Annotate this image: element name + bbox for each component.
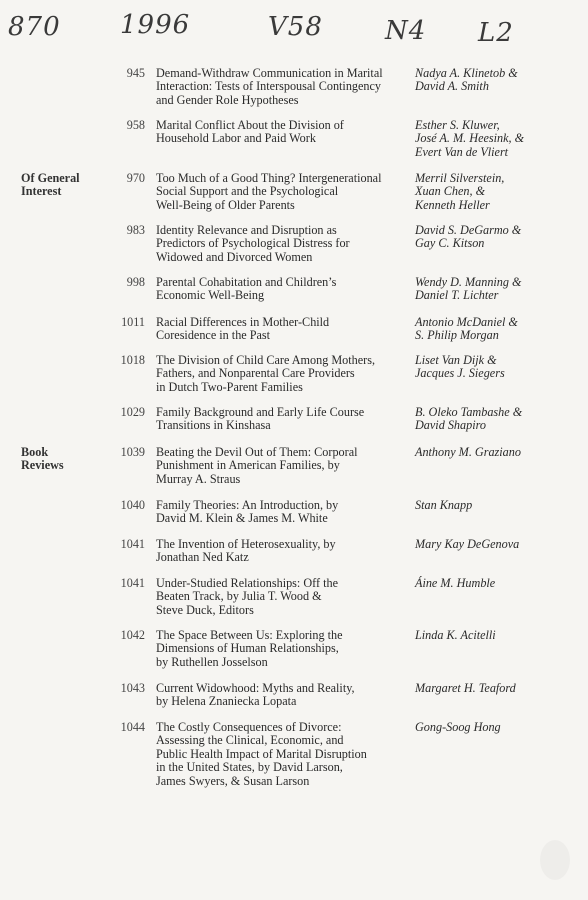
page-number: 1011 (121, 315, 145, 329)
article-title: Marital Conflict About the Division of Household Labor and Paid Work (156, 118, 344, 146)
article-authors: Mary Kay DeGenova (415, 537, 520, 551)
page-number: 1042 (120, 628, 145, 642)
page-number: 1044 (120, 720, 145, 734)
article-title: Demand-Withdraw Communication in Marital Interaction: Tests of Interspousal Contingency and Gender Role Hypotheses (156, 66, 383, 107)
article-title: The Invention of Heterosexuality, by Jonathan Ned Katz (156, 537, 336, 565)
article-authors: Nadya A. Klinetob & David A. Smith (415, 66, 518, 94)
page-number: 1018 (120, 353, 145, 367)
page-number: 983 (126, 223, 145, 237)
page-number: 1039 (120, 445, 145, 459)
article-title: The Costly Consequences of Divorce: Assessing the Clinical, Economic, and Public Health Impact of Marital Disruption in the United States, by David Larson, James Swyers, & Susan Larson (156, 720, 367, 788)
article-authors: Merril Silverstein, Xuan Chen, & Kenneth Heller (415, 171, 505, 212)
page-number: 1040 (120, 498, 145, 512)
article-authors: Antonio McDaniel & S. Philip Morgan (415, 315, 518, 343)
page-number: 998 (126, 275, 145, 289)
page-number: 970 (126, 171, 145, 185)
section-heading-book-reviews: Book Reviews (21, 445, 64, 473)
section-heading-general-interest: Of General Interest (21, 171, 80, 199)
article-authors: Linda K. Acitelli (415, 628, 496, 642)
annotation-extra: L2 (478, 18, 514, 48)
article-title: Racial Differences in Mother-Child Coresidence in the Past (156, 315, 330, 343)
page-number: 1041 (120, 576, 145, 590)
page-number: 945 (126, 66, 145, 80)
article-title: Parental Cohabitation and Children’s Economic Well-Being (156, 275, 337, 303)
annotation-year: 1996 (120, 10, 191, 40)
article-authors: Liset Van Dijk & Jacques J. Siegers (415, 353, 505, 381)
article-title: The Division of Child Care Among Mothers, Fathers, and Nonparental Care Providers in Dutch Two-Parent Families (156, 353, 376, 394)
article-authors: Stan Knapp (415, 498, 473, 512)
article-authors: Wendy D. Manning & Daniel T. Lichter (415, 275, 522, 303)
article-authors: Margaret H. Teaford (415, 681, 516, 695)
article-authors: B. Oleko Tambashe & David Shapiro (415, 405, 523, 433)
page-number: 958 (126, 118, 145, 132)
page-number: 1041 (120, 537, 145, 551)
article-authors: Áine M. Humble (415, 576, 496, 590)
page-number: 1043 (120, 681, 145, 695)
article-title: The Space Between Us: Exploring the Dimensions of Human Relationships, by Ruthellen Josselson (156, 628, 343, 669)
annotation-call-number: 870 (8, 12, 61, 42)
article-title: Too Much of a Good Thing? Intergenerational Social Support and the Psychological Well-Being of Older Parents (156, 171, 382, 212)
article-authors: Anthony M. Graziano (415, 445, 521, 459)
annotation-number: N4 (385, 16, 427, 46)
article-authors: Gong-Soog Hong (415, 720, 501, 734)
paper-smudge (540, 840, 570, 880)
article-title: Current Widowhood: Myths and Reality, by Helena Znaniecka Lopata (156, 681, 355, 709)
handwritten-annotation (0, 8, 588, 48)
article-authors: Esther S. Kluwer, José A. M. Heesink, & Evert Van de Vliert (415, 118, 525, 159)
article-authors: David S. DeGarmo & Gay C. Kitson (415, 223, 522, 251)
article-title: Identity Relevance and Disruption as Predictors of Psychological Distress for Widowed and Divorced Women (156, 223, 350, 264)
article-title: Beating the Devil Out of Them: Corporal Punishment in American Families, by Murray A. Straus (156, 445, 358, 486)
article-title: Family Theories: An Introduction, by David M. Klein & James M. White (156, 498, 339, 526)
page-number: 1029 (120, 405, 145, 419)
annotation-volume: V58 (268, 12, 323, 42)
article-title: Family Background and Early Life Course Transitions in Kinshasa (156, 405, 365, 433)
article-title: Under-Studied Relationships: Off the Beaten Track, by Julia T. Wood & Steve Duck, Editors (156, 576, 338, 617)
